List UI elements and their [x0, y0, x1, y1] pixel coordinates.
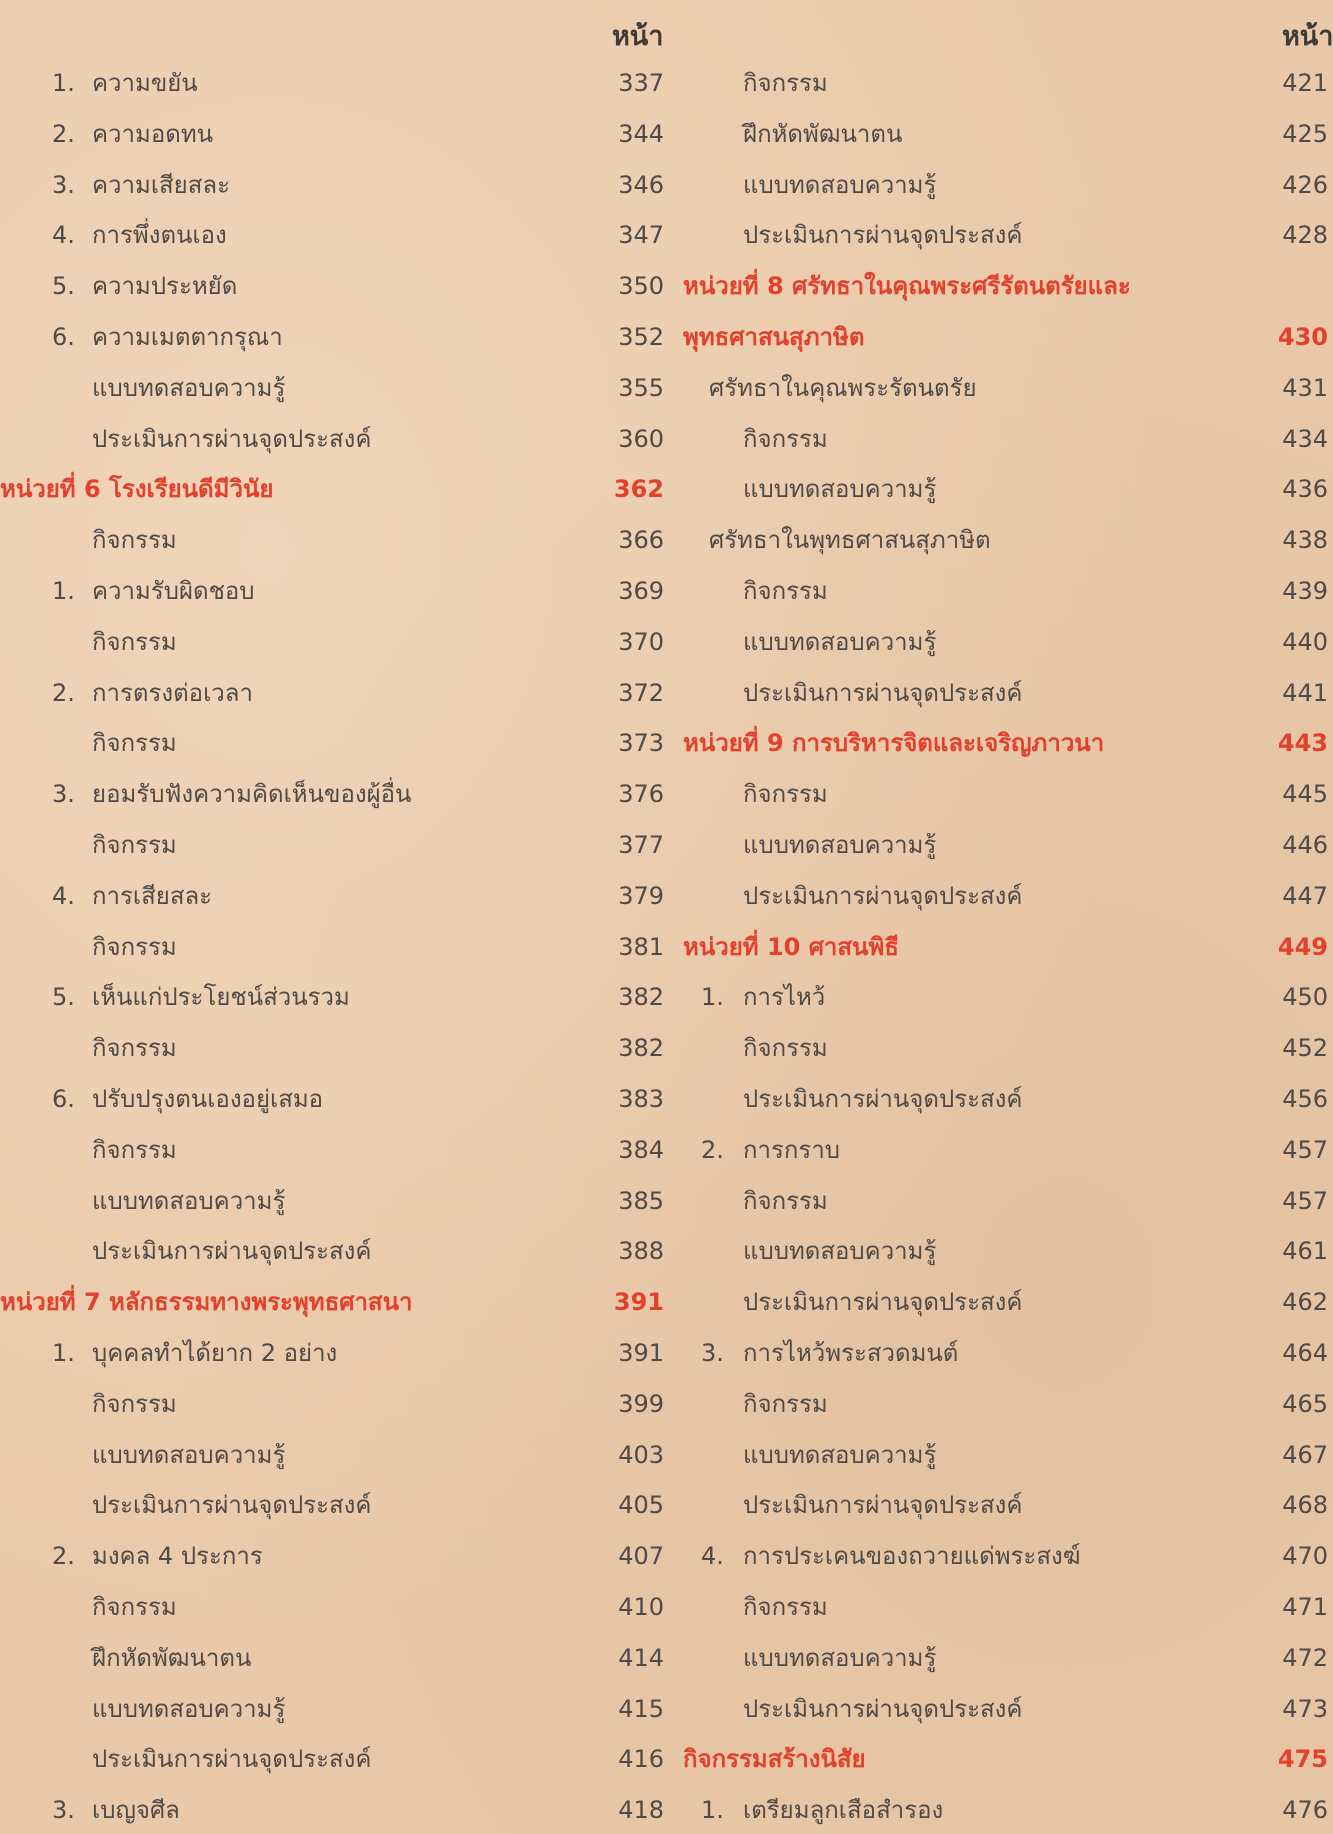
- entry-page-number: 446: [1282, 831, 1328, 859]
- toc-entry: [683, 63, 1328, 103]
- entry-title: หน่วยที่ 8 ศรัทธาในคุณพระศรีรัตนตรัยและ: [683, 272, 1131, 301]
- toc-entry: [683, 368, 1328, 408]
- entry-title: แบบทดสอบความรู้: [743, 475, 937, 504]
- entry-number: 1.: [701, 983, 724, 1012]
- toc-entry: [0, 1485, 664, 1525]
- entry-page-number: 425: [1282, 119, 1328, 148]
- entry-title: แบบทดสอบความรู้: [92, 1440, 286, 1469]
- toc-entry: [0, 266, 664, 306]
- entry-page-number: 391: [613, 1288, 664, 1317]
- entry-number: 3.: [52, 170, 75, 199]
- entry-title: ประเมินการผ่านจุดประสงค์: [92, 1237, 372, 1266]
- toc-unit-heading: [683, 1739, 1328, 1779]
- entry-title: แบบทดสอบความรู้: [743, 831, 937, 859]
- entry-title: กิจกรรม: [743, 1389, 828, 1418]
- entry-title: กิจกรรม: [743, 780, 828, 809]
- toc-entry: [683, 977, 1328, 1017]
- entry-page-number: 355: [618, 373, 664, 402]
- entry-title: ความอดทน: [92, 119, 214, 148]
- entry-title: ยอมรับฟังความคิดเห็นของผู้อื่น: [92, 780, 412, 809]
- toc-entry: [0, 215, 664, 255]
- entry-title: กิจกรรม: [743, 1034, 828, 1063]
- entry-page-number: 379: [618, 881, 664, 910]
- entry-title: บุคคลทำได้ยาก 2 อย่าง: [92, 1339, 338, 1367]
- toc-unit-heading: [0, 469, 664, 509]
- toc-entry: [683, 1638, 1328, 1678]
- entry-title: มงคล 4 ประการ: [92, 1542, 263, 1571]
- entry-page-number: 456: [1282, 1085, 1328, 1113]
- entry-title: ประเมินการผ่านจุดประสงค์: [92, 424, 372, 453]
- entry-page-number: 449: [1277, 932, 1328, 961]
- entry-page-number: 476: [1282, 1796, 1328, 1825]
- entry-number: 1.: [701, 1796, 724, 1825]
- entry-page-number: 418: [618, 1796, 664, 1825]
- toc-entry: [0, 419, 664, 459]
- entry-title: การไหว้พระสวดมนต์: [743, 1339, 959, 1367]
- entry-page-number: 369: [618, 577, 664, 605]
- entry-title: พุทธศาสนสุภาษิต: [683, 323, 865, 351]
- toc-unit-heading: [683, 266, 1328, 306]
- entry-number: 6.: [52, 1085, 75, 1113]
- entry-page-number: 439: [1282, 577, 1328, 605]
- toc-entry: [683, 673, 1328, 713]
- entry-title: กิจกรรม: [92, 1034, 177, 1063]
- entry-title: ประเมินการผ่านจุดประสงค์: [743, 1085, 1023, 1113]
- entry-title: กิจกรรม: [92, 1389, 177, 1418]
- entry-page-number: 428: [1282, 221, 1328, 250]
- entry-title: กิจกรรม: [92, 526, 177, 555]
- entry-page-number: 473: [1282, 1694, 1328, 1723]
- entry-title: หน่วยที่ 6 โรงเรียนดีมีวินัย: [0, 475, 274, 504]
- entry-page-number: 462: [1282, 1288, 1328, 1317]
- entry-title: กิจกรรมสร้างนิสัย: [683, 1745, 866, 1774]
- entry-title: กิจกรรม: [92, 932, 177, 961]
- toc-entry: [683, 1282, 1328, 1322]
- toc-entry: [0, 1333, 664, 1373]
- entry-title: การเสียสละ: [92, 881, 213, 910]
- entry-page-number: 430: [1277, 323, 1328, 351]
- entry-page-number: 457: [1282, 1135, 1328, 1164]
- entry-title: กิจกรรม: [743, 1593, 828, 1621]
- toc-entry: [0, 520, 664, 560]
- toc-entry: [0, 1435, 664, 1475]
- toc-entry: [0, 1130, 664, 1170]
- toc-entry: [683, 1333, 1328, 1373]
- entry-title: กิจกรรม: [743, 69, 828, 97]
- toc-entry: [0, 876, 664, 916]
- entry-page-number: 438: [1282, 526, 1328, 555]
- toc-entry: [0, 1536, 664, 1576]
- entry-page-number: 465: [1282, 1389, 1328, 1418]
- toc-entry: [683, 1790, 1328, 1830]
- entry-page-number: 470: [1282, 1542, 1328, 1571]
- entry-title: หน่วยที่ 10 ศาสนพิธี: [683, 932, 899, 961]
- entry-page-number: 468: [1282, 1491, 1328, 1520]
- entry-page-number: 475: [1277, 1745, 1328, 1774]
- entry-title: ประเมินการผ่านจุดประสงค์: [92, 1491, 372, 1520]
- toc-entry: [683, 165, 1328, 205]
- toc-entry: [683, 1689, 1328, 1729]
- entry-number: 2.: [52, 1542, 75, 1571]
- toc-entry: [683, 1079, 1328, 1119]
- entry-number: 2.: [701, 1135, 724, 1164]
- toc-entry: [683, 469, 1328, 509]
- toc-entry: [0, 1384, 664, 1424]
- toc-entry: [683, 1231, 1328, 1271]
- entry-page-number: 388: [618, 1237, 664, 1266]
- toc-entry: [0, 622, 664, 662]
- entry-title: ศรัทธาในพุทธศาสนสุภาษิต: [709, 526, 991, 555]
- entry-page-number: 421: [1282, 69, 1328, 97]
- entry-page-number: 337: [618, 69, 664, 97]
- entry-title: การกราบ: [743, 1135, 841, 1164]
- entry-page-number: 344: [618, 119, 664, 148]
- entry-title: กิจกรรม: [743, 424, 828, 453]
- entry-title: กิจกรรม: [92, 729, 177, 758]
- entry-page-number: 407: [618, 1542, 664, 1571]
- entry-title: ประเมินการผ่านจุดประสงค์: [743, 678, 1023, 707]
- entry-page-number: 347: [618, 221, 664, 250]
- toc-entry: [0, 723, 664, 763]
- toc-unit-heading: [683, 317, 1328, 357]
- entry-title: ประเมินการผ่านจุดประสงค์: [743, 881, 1023, 910]
- entry-page-number: 447: [1282, 881, 1328, 910]
- entry-title: ประเมินการผ่านจุดประสงค์: [743, 1694, 1023, 1723]
- toc-left-column: [0, 0, 664, 1834]
- entry-title: ความรับผิดชอบ: [92, 577, 255, 605]
- toc-entry: [0, 368, 664, 408]
- entry-page-number: 382: [618, 1034, 664, 1063]
- toc-entry: [0, 673, 664, 713]
- entry-title: กิจกรรม: [92, 1135, 177, 1164]
- entry-page-number: 405: [618, 1491, 664, 1520]
- entry-page-number: 391: [618, 1339, 664, 1367]
- entry-number: 4.: [701, 1542, 724, 1571]
- entry-number: 1.: [52, 1339, 75, 1367]
- entry-title: หน่วยที่ 9 การบริหารจิตและเจริญภาวนา: [683, 729, 1105, 758]
- entry-page-number: 360: [618, 424, 664, 453]
- toc-entry: [0, 774, 664, 814]
- entry-page-number: 472: [1282, 1643, 1328, 1672]
- toc-entry: [0, 1739, 664, 1779]
- entry-number: 3.: [52, 1796, 75, 1825]
- entry-title: แบบทดสอบความรู้: [743, 1643, 937, 1672]
- toc-entry: [0, 165, 664, 205]
- entry-page-number: 382: [618, 983, 664, 1012]
- entry-page-number: 467: [1282, 1440, 1328, 1469]
- toc-entry: [0, 1638, 664, 1678]
- toc-entry: [0, 927, 664, 967]
- entry-number: 2.: [52, 678, 75, 707]
- entry-page-number: 450: [1282, 983, 1328, 1012]
- entry-title: กิจกรรม: [92, 627, 177, 656]
- entry-page-number: 381: [618, 932, 664, 961]
- toc-entry: [683, 1435, 1328, 1475]
- entry-number: 3.: [52, 780, 75, 809]
- entry-title: ปรับปรุงตนเองอยู่เสมอ: [92, 1085, 324, 1113]
- entry-page-number: 384: [618, 1135, 664, 1164]
- entry-title: ฝึกหัดพัฒนาตน: [92, 1643, 252, 1672]
- entry-title: กิจกรรม: [92, 1593, 177, 1621]
- entry-title: ประเมินการผ่านจุดประสงค์: [743, 1491, 1023, 1520]
- entry-title: กิจกรรม: [92, 831, 177, 859]
- toc-entry: [683, 215, 1328, 255]
- toc-entry: [0, 1587, 664, 1627]
- entry-title: ความเสียสละ: [92, 170, 230, 199]
- entry-page-number: 403: [618, 1440, 664, 1469]
- entry-title: แบบทดสอบความรู้: [92, 373, 286, 402]
- toc-unit-heading: [0, 1282, 664, 1322]
- entry-title: ประเมินการผ่านจุดประสงค์: [92, 1745, 372, 1774]
- entry-page-number: 440: [1282, 627, 1328, 656]
- entry-page-number: 416: [618, 1745, 664, 1774]
- toc-entry: [683, 1485, 1328, 1525]
- toc-entry: [683, 571, 1328, 611]
- entry-number: 3.: [701, 1339, 724, 1367]
- entry-page-number: 461: [1282, 1237, 1328, 1266]
- toc-entry: [683, 774, 1328, 814]
- entry-page-number: 377: [618, 831, 664, 859]
- toc-entry: [683, 1536, 1328, 1576]
- toc-entry: [0, 317, 664, 357]
- toc-entry: [683, 825, 1328, 865]
- entry-page-number: 431: [1282, 373, 1328, 402]
- entry-page-number: 352: [618, 323, 664, 351]
- entry-page-number: 457: [1282, 1186, 1328, 1215]
- toc-entry: [0, 1790, 664, 1830]
- entry-page-number: 385: [618, 1186, 664, 1215]
- entry-page-number: 383: [618, 1085, 664, 1113]
- toc-entry: [0, 63, 664, 103]
- toc-entry: [0, 1181, 664, 1221]
- toc-entry: [683, 114, 1328, 154]
- entry-number: 4.: [52, 881, 75, 910]
- toc-entry: [683, 1130, 1328, 1170]
- entry-title: เบญจศีล: [92, 1796, 180, 1825]
- entry-title: การพึ่งตนเอง: [92, 221, 227, 250]
- entry-number: 4.: [52, 221, 75, 250]
- entry-title: ความประหยัด: [92, 272, 238, 301]
- entry-page-number: 441: [1282, 678, 1328, 707]
- entry-title: แบบทดสอบความรู้: [92, 1694, 286, 1723]
- entry-title: การตรงต่อเวลา: [92, 678, 253, 707]
- toc-entry: [0, 1028, 664, 1068]
- entry-title: ประเมินการผ่านจุดประสงค์: [743, 1288, 1023, 1317]
- entry-title: การประเคนของถวายแด่พระสงฆ์: [743, 1542, 1081, 1571]
- toc-entry: [0, 1079, 664, 1119]
- entry-page-number: 373: [618, 729, 664, 758]
- entry-page-number: 370: [618, 627, 664, 656]
- toc-entry: [0, 114, 664, 154]
- entry-title: แบบทดสอบความรู้: [743, 627, 937, 656]
- toc-entry: [0, 1231, 664, 1271]
- entry-page-number: 399: [618, 1389, 664, 1418]
- toc-entry: [0, 977, 664, 1017]
- entry-page-number: 436: [1282, 475, 1328, 504]
- toc-entry: [0, 1689, 664, 1729]
- entry-number: 1.: [52, 69, 75, 97]
- entry-page-number: 415: [618, 1694, 664, 1723]
- toc-unit-heading: [683, 723, 1328, 763]
- entry-title: ฝึกหัดพัฒนาตน: [743, 119, 903, 148]
- toc-right-column: [683, 0, 1328, 1834]
- toc-entry: [683, 1181, 1328, 1221]
- entry-page-number: 471: [1282, 1593, 1328, 1621]
- entry-page-number: 434: [1282, 424, 1328, 453]
- toc-entry: [683, 419, 1328, 459]
- entry-title: กิจกรรม: [743, 577, 828, 605]
- entry-title: ศรัทธาในคุณพระรัตนตรัย: [709, 373, 977, 402]
- entry-title: ความขยัน: [92, 69, 198, 97]
- toc-entry: [683, 1028, 1328, 1068]
- entry-page-number: 346: [618, 170, 664, 199]
- toc-entry: [683, 622, 1328, 662]
- toc-entry: [683, 1384, 1328, 1424]
- entry-page-number: 362: [613, 475, 664, 504]
- entry-page-number: 372: [618, 678, 664, 707]
- entry-page-number: 452: [1282, 1034, 1328, 1063]
- entry-page-number: 414: [618, 1643, 664, 1672]
- entry-title: ความเมตตากรุณา: [92, 323, 283, 351]
- entry-page-number: 426: [1282, 170, 1328, 199]
- entry-page-number: 443: [1277, 729, 1328, 758]
- entry-number: 5.: [52, 272, 75, 301]
- entry-title: หน่วยที่ 7 หลักธรรมทางพระพุทธศาสนา: [0, 1288, 413, 1317]
- entry-number: 1.: [52, 577, 75, 605]
- page-column-header-right: หน้า: [1282, 21, 1333, 52]
- entry-title: เห็นแก่ประโยชน์ส่วนรวม: [92, 983, 350, 1012]
- entry-number: 2.: [52, 119, 75, 148]
- toc-entry: [683, 876, 1328, 916]
- entry-page-number: 410: [618, 1593, 664, 1621]
- page-column-header-left: หน้า: [612, 21, 664, 52]
- entry-title: แบบทดสอบความรู้: [743, 170, 937, 199]
- toc-entry: [683, 1587, 1328, 1627]
- entry-title: แบบทดสอบความรู้: [743, 1237, 937, 1266]
- toc-entry: [0, 571, 664, 611]
- toc-unit-heading: [683, 927, 1328, 967]
- entry-number: 6.: [52, 323, 75, 351]
- entry-title: กิจกรรม: [743, 1186, 828, 1215]
- entry-page-number: 350: [618, 272, 664, 301]
- toc-entry: [683, 520, 1328, 560]
- entry-page-number: 366: [618, 526, 664, 555]
- entry-title: เตรียมลูกเสือสำรอง: [743, 1796, 944, 1825]
- entry-page-number: 376: [618, 780, 664, 809]
- entry-page-number: 445: [1282, 780, 1328, 809]
- entry-title: แบบทดสอบความรู้: [92, 1186, 286, 1215]
- entry-page-number: 464: [1282, 1339, 1328, 1367]
- entry-title: ประเมินการผ่านจุดประสงค์: [743, 221, 1023, 250]
- entry-title: แบบทดสอบความรู้: [743, 1440, 937, 1469]
- entry-title: การไหว้: [743, 983, 826, 1012]
- toc-entry: [0, 825, 664, 865]
- entry-number: 5.: [52, 983, 75, 1012]
